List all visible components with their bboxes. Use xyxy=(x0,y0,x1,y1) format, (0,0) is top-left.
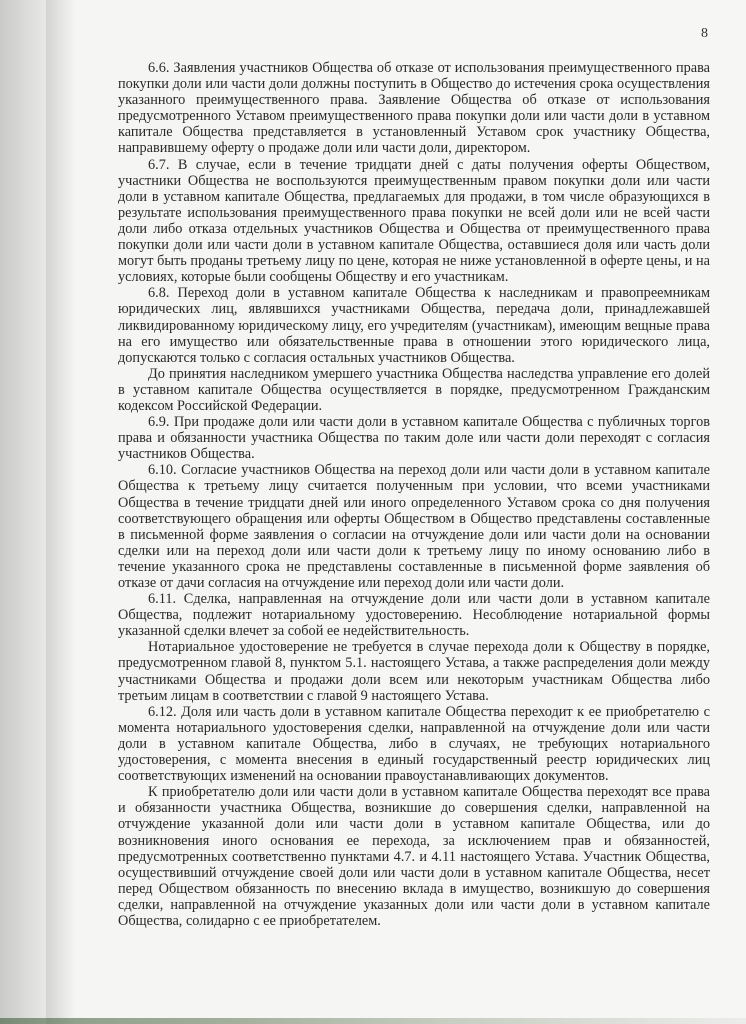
paragraph-6-7: 6.7. В случае, если в течение тридцати дней с даты получения оферты Обществом, участники Общества не воспользуются преимущественным правом покупки доли или части доли в уставном капитале Общества, предлагаемых для продажи, в том числе образующихся в результате использования преимущественного права покупки не всей доли или не всей части доли либо отказа отдельных участников Общества и Общества от преимущественного права покупки доли или части доли в уставном капитале Общества, оставшиеся доля или часть доли могут быть проданы третьему лицу по цене, которая не ниже установленной в оферте цены, и на условиях, которые были сообщены Обществу и его участникам. xyxy=(118,156,710,286)
document-body xyxy=(118,60,710,929)
paragraph-6-6: 6.6. Заявления участников Общества об отказе от использования преимущественного права покупки доли или части доли должны поступить в Общество до истечения срока осуществления указанного преимущественного права. Заявление Общества об отказе от использования предусмотренного Уставом преимущественного права покупки доли или части доли в уставном капитале Общества представляется в установленный Уставом срок участнику Общества, направившему оферту о продаже доли или части доли, директором. xyxy=(118,60,710,157)
paragraph-6-11: 6.11. Сделка, направленная на отчуждение доли или части доли в уставном капитале Общества, подлежит нотариальному удостоверению. Несоблюдение нотариальной формы указанной сделки влечет за собой ее недействительность. xyxy=(118,591,710,640)
paragraph-acquirer: К приобретателю доли или части доли в уставном капитале Общества переходят все права и обязанности участника Общества, возникшие до совершения сделки, направленной на отчуждение указанной доли или части доли в уставном капитале Общества, или до возникновения иного основания ее перехода, за исключением прав и обязанностей, предусмотренных соответственно пунктами 4.7. и 4.11 настоящего Устава. Участник Общества, осуществивший отчуждение своей доли или части доли в уставном капитале Общества, несет перед Обществом обязанность по внесению вклада в имущество, возникшую до совершения сделки, направленной на отчуждение указанных доли или части доли в уставном капитале Общества, солидарно с ее приобретателем. xyxy=(118,784,710,929)
paragraph-6-12: 6.12. Доля или часть доли в уставном капитале Общества переходит к ее приобретателю с момента нотариального удостоверения сделки, направленной на отчуждение доли или части доли в уставном капитале Общества, либо в случаях, не требующих нотариального удостоверения, с момента внесения в единый государственный реестр юридических лиц соответствующих изменений на основании правоустанавливающих документов. xyxy=(118,703,710,785)
paragraph-inheritance: До принятия наследником умершего участника Общества наследства управление его долей в уставном капитале Общества осуществляется в порядке, предусмотренном Гражданским кодексом Российской Федерации. xyxy=(118,365,710,414)
paragraph-6-9: 6.9. При продаже доли или части доли в уставном капитале Общества с публичных торгов права и обязанности участника Общества по таким доле или части доли переходят с согласия участников Общества. xyxy=(118,414,710,463)
paragraph-6-8: 6.8. Переход доли в уставном капитале Общества к наследникам и правопреемникам юридических лиц, являвшихся участниками Общества, передача доли, принадлежавшей ликвидированному юридическому лицу, его учредителям (участникам), имеющим вещные права на его имущество или обязательственные права в отношении этого юридического лица, допускаются только с согласия остальных участников Общества. xyxy=(118,285,710,366)
fold-shadow xyxy=(46,0,76,1024)
bottom-edge xyxy=(0,1018,746,1024)
binding-edge xyxy=(0,0,46,1024)
paragraph-6-10: 6.10. Согласие участников Общества на переход доли или части доли в уставном капитале Общества к третьему лицу считается полученным при условии, что всеми участниками Общества в течение тридцати дней или иного определенного Уставом срока со дня получения соответствующего обращения или оферты Обществом в Общество представлены составленные в письменной форме заявления о согласии на отчуждение доли или части доли на основании сделки или на переход доли или части доли к третьему лицу по иному основанию либо в течение указанного срока не представлены составленные в письменной форме заявления об отказе от дачи согласия на отчуждение или переход доли или части доли. xyxy=(118,462,710,591)
page-number: 8 xyxy=(701,26,708,41)
paragraph-notary: Нотариальное удостоверение не требуется в случае перехода доли к Обществу в порядке, предусмотренном главой 8, пунктом 5.1. настоящего Устава, а также распределения доли между участниками Общества и продажи доли всем или некоторым участникам Общества либо третьим лицам в соответствии с главой 9 настоящего Устава. xyxy=(118,639,710,704)
